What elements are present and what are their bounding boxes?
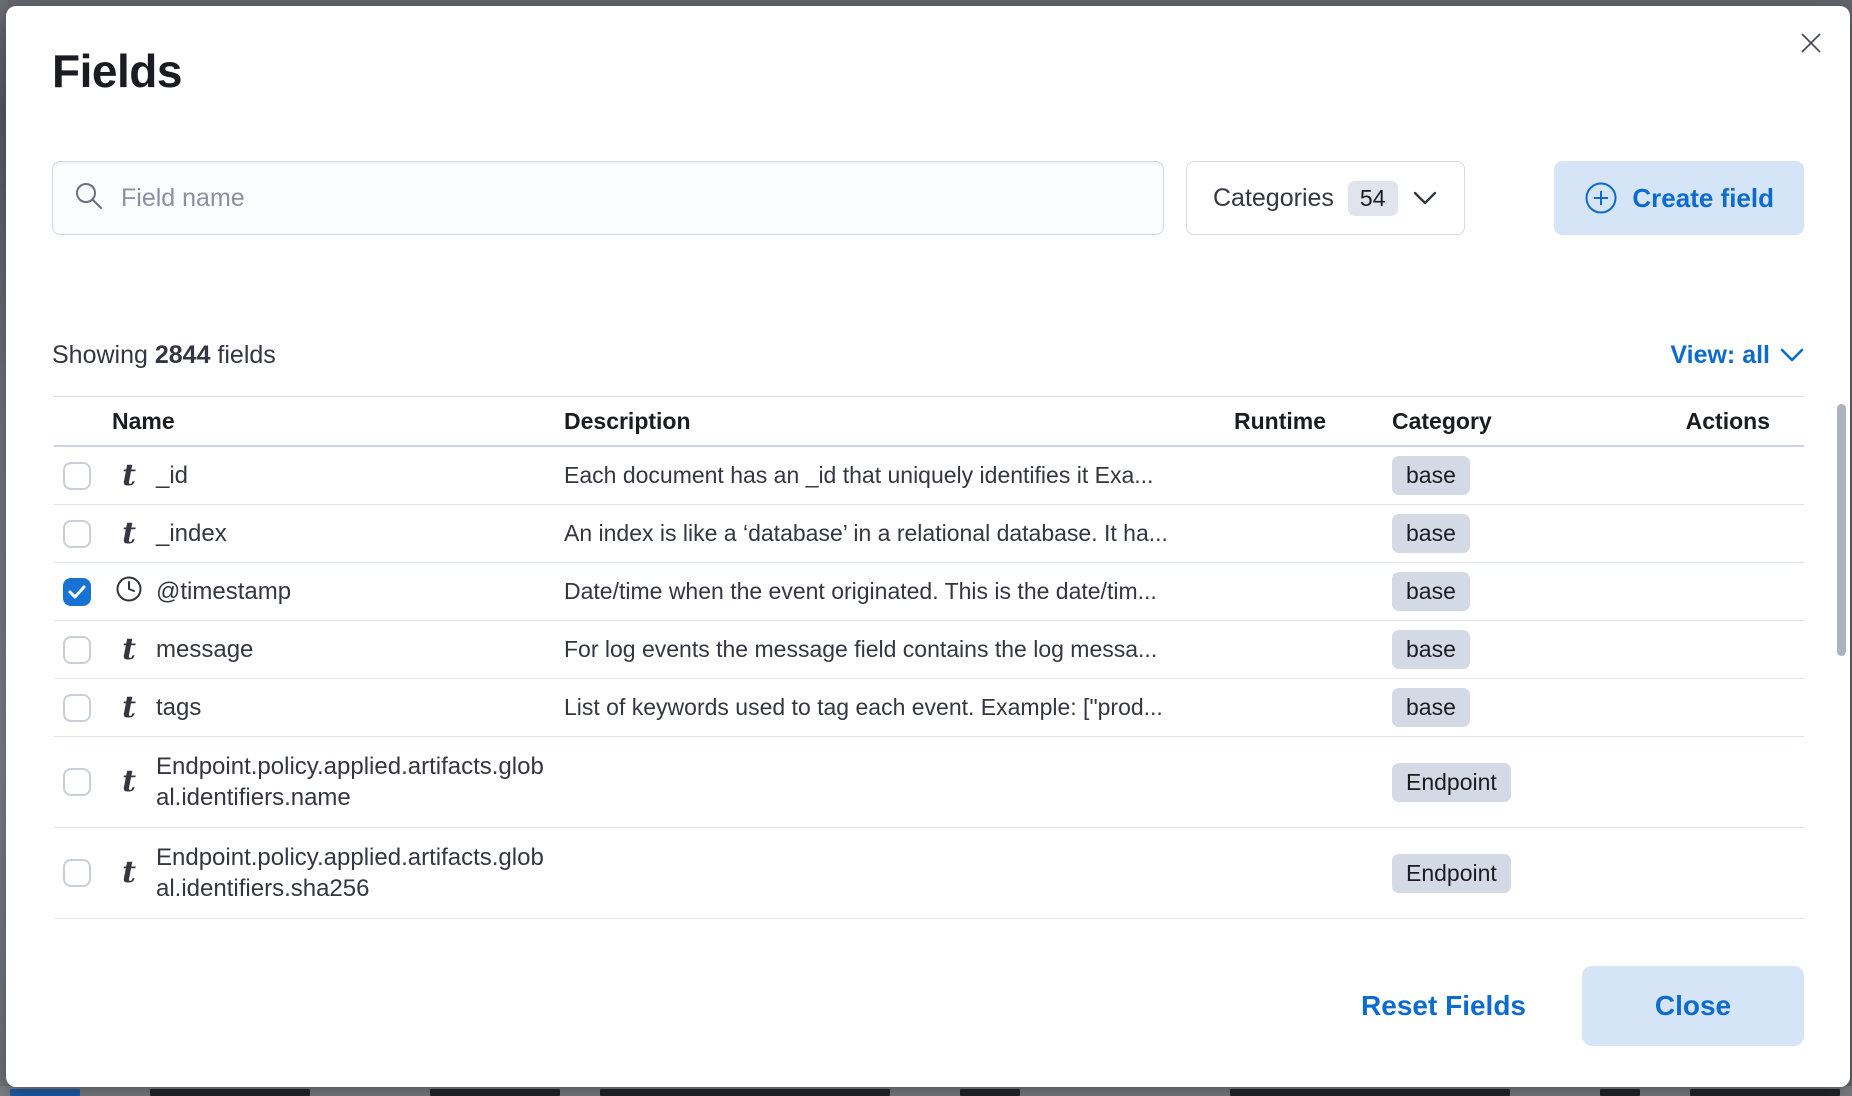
search-box[interactable] xyxy=(52,161,1164,235)
chevron-down-icon xyxy=(1412,190,1438,206)
row-checkbox[interactable] xyxy=(63,768,91,796)
field-name: message xyxy=(156,635,254,663)
table-row xyxy=(54,563,1804,621)
string-type-icon: t xyxy=(122,457,136,493)
header-category: Category xyxy=(1392,407,1492,434)
modal-footer xyxy=(1361,966,1804,1046)
search-icon xyxy=(73,180,105,217)
search-input[interactable] xyxy=(121,184,1143,213)
table-row xyxy=(54,737,1804,828)
categories-count-badge: 54 xyxy=(1348,181,1398,216)
string-type-icon: t xyxy=(122,515,136,551)
field-description: List of keywords used to tag each event. Example: ["prod... xyxy=(564,694,1163,720)
showing-fields-count: Showing 2844 fields xyxy=(52,341,276,369)
table-row xyxy=(54,505,1804,563)
row-checkbox[interactable] xyxy=(63,520,91,548)
date-type-icon xyxy=(112,575,146,609)
create-field-label: Create field xyxy=(1632,182,1774,213)
page-title: Fields xyxy=(52,45,182,97)
category-badge: base xyxy=(1392,514,1470,553)
table-scrollbar[interactable] xyxy=(1837,404,1846,656)
category-badge: base xyxy=(1392,456,1470,495)
header-actions: Actions xyxy=(1685,407,1770,434)
field-name: _index xyxy=(156,519,227,547)
row-checkbox[interactable] xyxy=(63,578,91,606)
view-selector-label: View: all xyxy=(1670,341,1770,369)
field-name: tags xyxy=(156,693,202,721)
header-runtime: Runtime xyxy=(1234,407,1326,434)
string-type-icon: t xyxy=(122,631,136,667)
row-checkbox[interactable] xyxy=(63,859,91,887)
row-checkbox[interactable] xyxy=(63,636,91,664)
background-page-content xyxy=(0,1086,1852,1096)
categories-dropdown[interactable] xyxy=(1186,161,1465,235)
table-row xyxy=(54,447,1804,505)
category-badge: base xyxy=(1392,630,1470,669)
row-checkbox[interactable] xyxy=(63,694,91,722)
reset-fields-button[interactable]: Reset Fields xyxy=(1361,990,1526,1021)
field-name: @timestamp xyxy=(156,577,292,605)
field-name: Endpoint.policy.applied.artifacts.global.identifiers.name xyxy=(156,752,544,811)
view-selector[interactable] xyxy=(1670,341,1804,370)
fields-table xyxy=(54,396,1804,919)
category-badge: Endpoint xyxy=(1392,854,1511,893)
chevron-down-icon xyxy=(1780,348,1804,363)
field-name: _id xyxy=(156,461,189,489)
row-checkbox[interactable] xyxy=(63,462,91,490)
close-button[interactable]: Close xyxy=(1582,966,1804,1046)
category-badge: base xyxy=(1392,572,1470,611)
table-header-row xyxy=(54,396,1804,447)
close-icon[interactable] xyxy=(1796,28,1826,58)
field-name: Endpoint.policy.applied.artifacts.global.identifiers.sha256 xyxy=(156,843,544,902)
fields-modal xyxy=(6,6,1850,1087)
categories-label: Categories xyxy=(1213,183,1334,212)
string-type-icon: t xyxy=(122,855,136,890)
controls-row xyxy=(52,161,1804,235)
create-field-button[interactable] xyxy=(1554,161,1804,235)
table-row xyxy=(54,679,1804,737)
string-type-icon: t xyxy=(122,689,136,725)
field-description: For log events the message field contains the log messa... xyxy=(564,636,1158,662)
category-badge: base xyxy=(1392,688,1470,727)
table-row xyxy=(54,621,1804,679)
string-type-icon: t xyxy=(122,764,136,799)
field-description: An index is like a ‘database’ in a relational database. It ha... xyxy=(564,520,1168,546)
field-description: Each document has an _id that uniquely identifies it Exa... xyxy=(564,462,1154,488)
field-description: Date/time when the event originated. This is the date/tim... xyxy=(564,578,1157,604)
header-name: Name xyxy=(112,407,175,434)
plus-circle-icon xyxy=(1584,181,1618,215)
category-badge: Endpoint xyxy=(1392,763,1511,802)
summary-row xyxy=(52,341,1804,370)
header-description: Description xyxy=(564,407,691,434)
table-row xyxy=(54,828,1804,919)
